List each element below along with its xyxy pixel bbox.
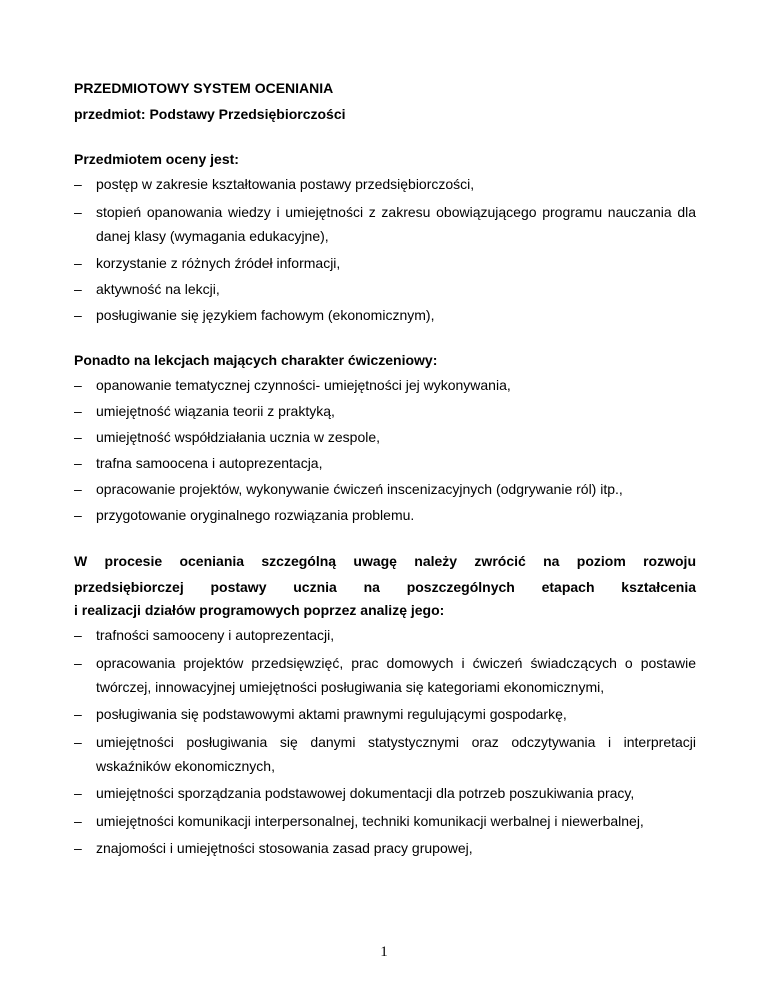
section1-list	[74, 174, 696, 326]
page-number: 1	[380, 944, 388, 960]
dash-bullet: –	[74, 307, 82, 323]
section3-heading	[74, 548, 696, 621]
dash-bullet: –	[74, 785, 82, 801]
section3-list	[74, 625, 696, 859]
section1-heading: Przedmiotem oceny jest:	[74, 151, 239, 167]
dash-bullet: –	[74, 706, 82, 722]
dash-bullet: –	[74, 813, 82, 829]
list-item: – postęp w zakresie kształtowania postawy przedsiębiorczości,	[74, 174, 696, 195]
list-item: – aktywność na lekcji,	[74, 279, 696, 300]
list-item: – posługiwania się podstawowymi aktami prawnymi regulującymi gospodarkę,	[74, 704, 696, 725]
section3-heading-line: przedsiębiorczej postawy ucznia na poszczególnych etapach kształcenia	[74, 579, 696, 595]
dash-bullet: –	[74, 507, 82, 523]
list-item: – opracowania projektów przedsięwzięć, prac domowych i ćwiczeń świadczących o postawie twórczej, innowacyjnej umiejętności posługiwania się kategoriami ekonomicznymi,	[74, 651, 696, 699]
list-item: – posługiwanie się językiem fachowym (ekonomicznym),	[74, 305, 696, 326]
document-title: PRZEDMIOTOWY SYSTEM OCENIANIA	[74, 80, 334, 96]
section3-heading-line: i realizacji działów programowych poprzez analizę jego:	[74, 602, 445, 618]
dash-bullet: –	[74, 429, 82, 445]
list-item: – przygotowanie oryginalnego rozwiązania problemu.	[74, 505, 696, 526]
list-item: – trafności samooceny i autoprezentacji,	[74, 625, 696, 646]
dash-bullet: –	[74, 204, 82, 220]
section2-list	[74, 375, 696, 526]
dash-bullet: –	[74, 481, 82, 497]
dash-bullet: –	[74, 627, 82, 643]
list-item: – trafna samoocena i autoprezentacja,	[74, 453, 696, 474]
list-item: – opracowanie projektów, wykonywanie ćwiczeń inscenizacyjnych (odgrywanie ról) itp.,	[74, 479, 696, 500]
document-subject: przedmiot: Podstawy Przedsiębiorczości	[74, 106, 346, 122]
dash-bullet: –	[74, 734, 82, 750]
list-item: – umiejętności posługiwania się danymi statystycznymi oraz odczytywania i interpretacji wskaźników ekonomicznych,	[74, 730, 696, 778]
list-item: – umiejętności sporządzania podstawowej dokumentacji dla potrzeb poszukiwania pracy,	[74, 783, 696, 804]
dash-bullet: –	[74, 255, 82, 271]
dash-bullet: –	[74, 455, 82, 471]
list-item: – stopień opanowania wiedzy i umiejętności z zakresu obowiązującego programu nauczania dla danej klasy (wymagania edukacyjne),	[74, 200, 696, 248]
section2-heading: Ponadto na lekcjach mających charakter ćwiczeniowy:	[74, 352, 438, 368]
list-item: – opanowanie tematycznej czynności- umiejętności jej wykonywania,	[74, 375, 696, 396]
dash-bullet: –	[74, 840, 82, 856]
dash-bullet: –	[74, 655, 82, 671]
dash-bullet: –	[74, 176, 82, 192]
list-item: – znajomości i umiejętności stosowania zasad pracy grupowej,	[74, 838, 696, 859]
dash-bullet: –	[74, 403, 82, 419]
list-item: – umiejętności komunikacji interpersonalnej, techniki komunikacji werbalnej i niewerbalnej,	[74, 809, 696, 833]
dash-bullet: –	[74, 281, 82, 297]
list-item: – umiejętność współdziałania ucznia w zespole,	[74, 427, 696, 448]
list-item: – korzystanie z różnych źródeł informacji,	[74, 253, 696, 274]
list-item: – umiejętność wiązania teorii z praktyką,	[74, 401, 696, 422]
document-body	[74, 78, 696, 859]
section3-heading-line: W procesie oceniania szczególną uwagę należy zwrócić na poziom rozwoju	[74, 553, 696, 569]
dash-bullet: –	[74, 377, 82, 393]
